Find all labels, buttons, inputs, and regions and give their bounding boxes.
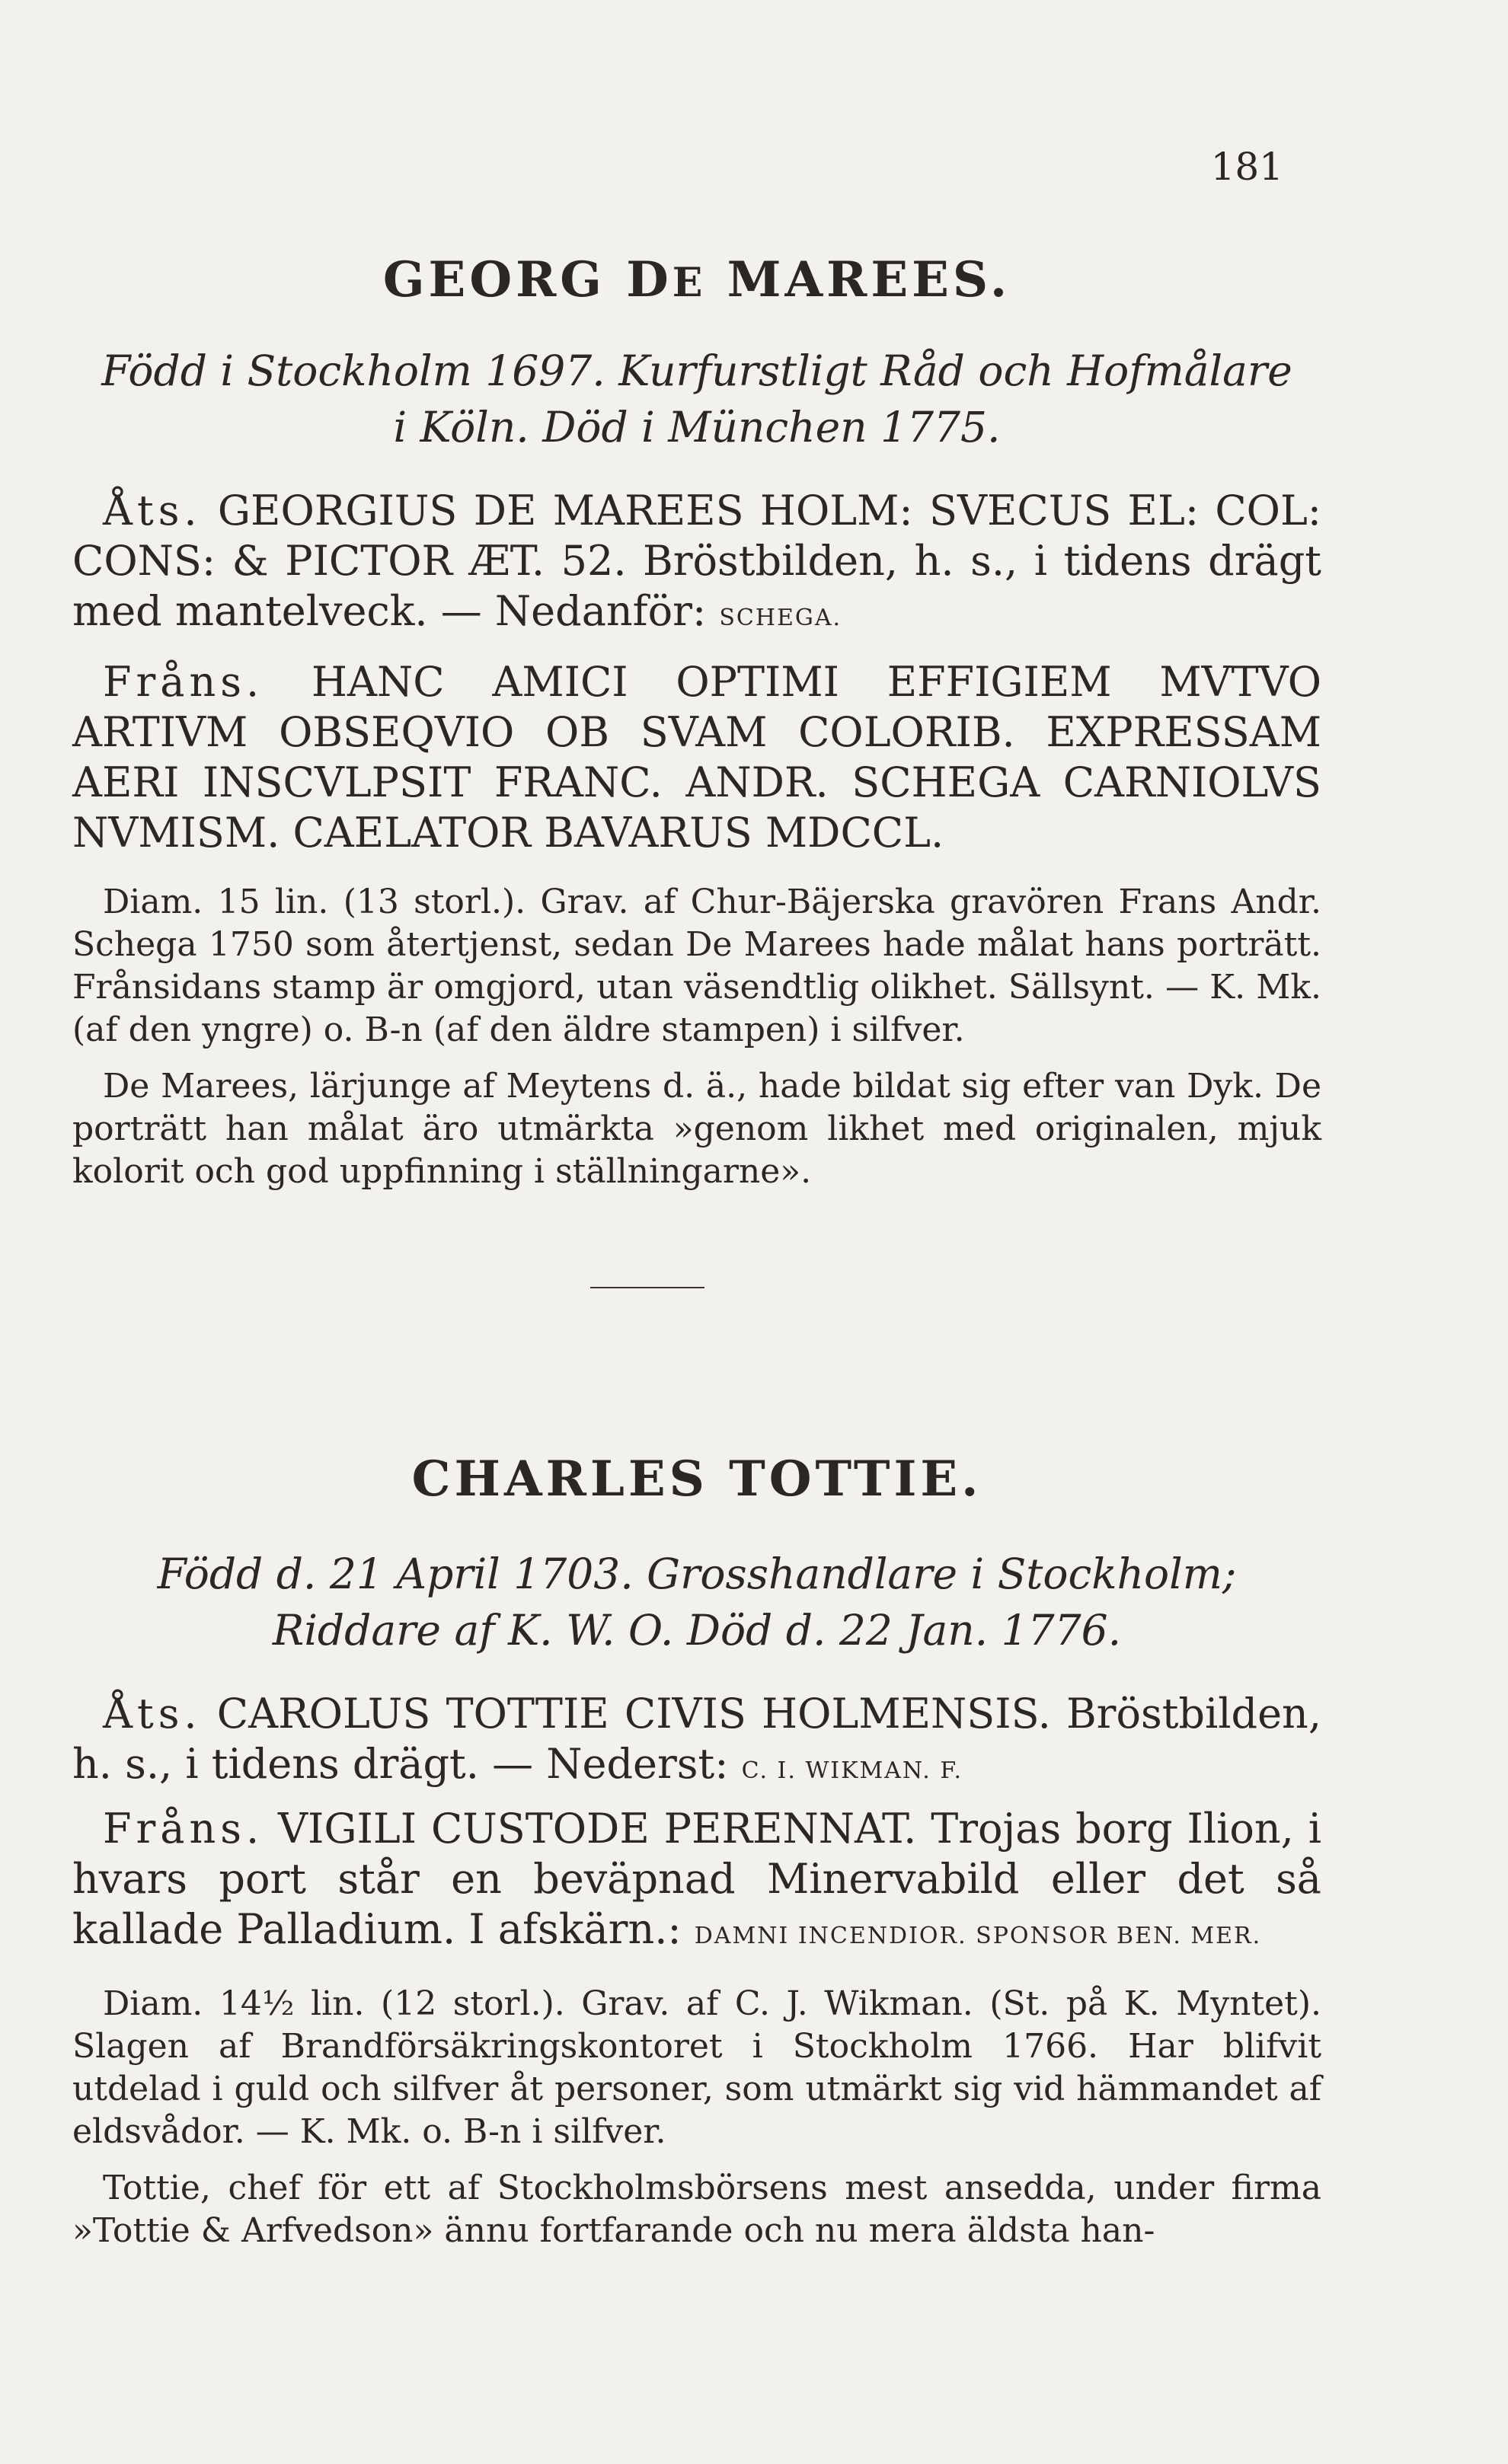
entry-tottie: [72, 1451, 1321, 2252]
obverse-text: CAROLUS TOTTIE CIVIS HOLMENSIS. Bröstbilden, h. s., i tidens drägt. — Nederst:: [72, 1690, 1321, 1788]
obverse-label: Åts.: [103, 487, 202, 535]
reverse-description: [72, 657, 1321, 858]
obverse-label: Åts.: [103, 1690, 202, 1738]
page-number: 181: [1210, 145, 1283, 189]
biographical-note: Tottie, chef för ett af Stockholmsbörsens mest ansedda, under firma »Tottie & Arfvedson» ännu fortfarande och nu mera äldsta han-: [72, 2169, 1321, 2250]
title-text: GEORG D: [382, 251, 673, 308]
diameter-note: Diam. 15 lin. (13 storl.). Grav. af Chur-Bäjerska gravören Frans Andr. Schega 1750 som återtjenst, sedan De Marees hade målat hans porträtt. Frånsidans stamp är omgjord, utan väsendtlig olikhet. Sällsynt. — K. Mk. (af den yngre) o. B-n (af den äldre stampen) i silfver.: [72, 883, 1321, 1049]
reverse-label: Fråns.: [103, 1805, 264, 1853]
reverse-text: HANC AMICI OPTIMI EFFIGIEM MVTVO ARTIVM OBSEQVIO OB SVAM COLORIB. EXPRESSAM AERI INSCVLPSIT FRANC. ANDR. SCHEGA CARNIOLVS NVMISM. CAELATOR BAVARUS MDCCL.: [72, 658, 1321, 857]
biographical-note: De Marees, lärjunge af Meytens d. ä., hade bildat sig efter van Dyk. De porträtt han målat äro utmärkta »genom likhet med originalen, mjuk kolorit och god uppfinning i ställningarne».: [72, 1067, 1321, 1191]
bio-line: i Köln. Död i München 1775.: [393, 403, 1001, 452]
bio-line: Född d. 21 April 1703. Grosshandlare i Stockholm;: [157, 1550, 1237, 1598]
title-text-small: E: [672, 260, 707, 306]
bio-line: Född i Stockholm 1697. Kurfurstligt Råd och Hofmålare: [101, 346, 1292, 395]
reverse-text: VIGILI CUSTODE PERENNAT. Trojas borg Ilion, i hvars port står en beväpnad Minervabild eller det så kallade Palladium. I afskärn.:: [72, 1805, 1321, 1953]
title-text-rest: MAREES.: [706, 251, 1011, 308]
section-divider: [590, 1287, 704, 1288]
reverse-label: Fråns.: [103, 658, 264, 706]
entry-de-marees: [72, 251, 1321, 1193]
engraver-signature: C. I. WIKMAN. F.: [741, 1757, 963, 1784]
obverse-text: GEORGIUS DE MAREES HOLM: SVECUS EL: COL: CONS: & PICTOR ÆT. 52. Bröstbilden, h. s., i tidens drägt med mantelveck. — Nedanför:: [72, 487, 1321, 635]
obverse-description: [72, 486, 1321, 643]
obverse-description: [72, 1689, 1321, 1796]
reverse-description: [72, 1804, 1321, 1961]
exergue-text: DAMNI INCENDIOR. SPONSOR BEN. MER.: [694, 1923, 1262, 1949]
entry-title: CHARLES TOTTIE.: [411, 1451, 982, 1508]
bio-line: Riddare af K. W. O. Död d. 22 Jan. 1776.: [272, 1606, 1122, 1655]
engraver-signature: SCHEGA.: [719, 605, 842, 631]
diameter-note: Diam. 14½ lin. (12 storl.). Grav. af C. J. Wikman. (St. på K. Myntet). Slagen af Brandförsäkringskontoret i Stockholm 1766. Har blifvit utdelad i guld och silfver åt personer, som utmärkt sig vid hämmandet af eldsvådor. — K. Mk. o. B-n i silfver.: [72, 1984, 1321, 2151]
entry-title: [72, 251, 1321, 308]
